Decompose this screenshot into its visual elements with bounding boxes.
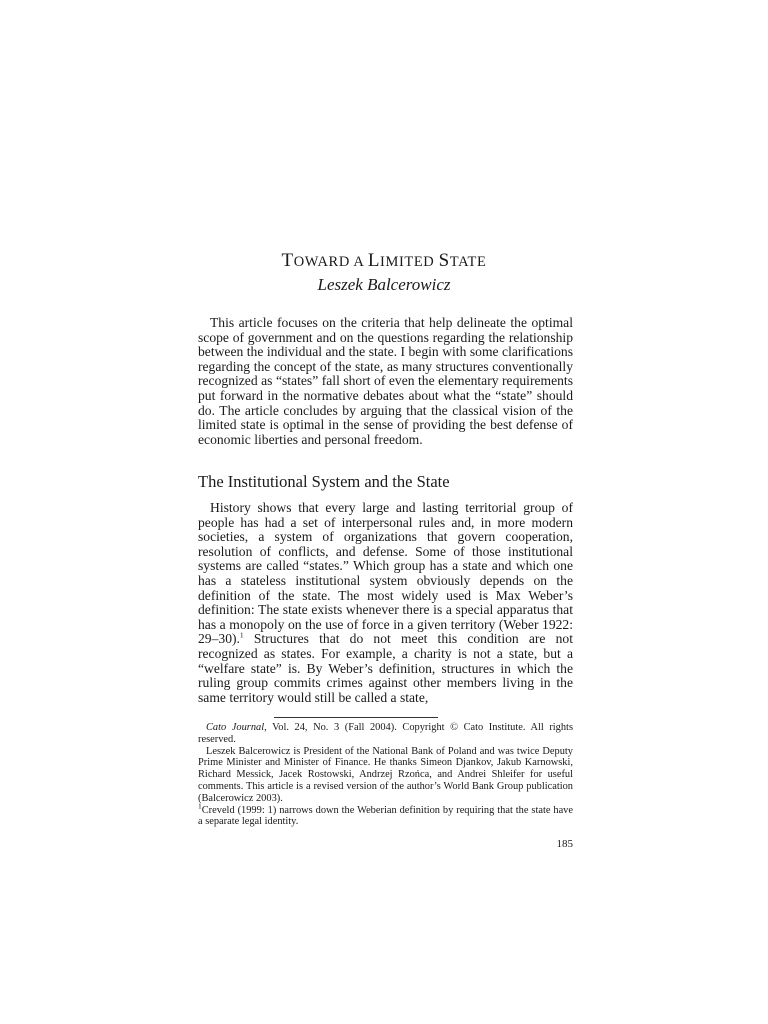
title-smallcaps: TATE <box>449 254 487 270</box>
body-text-part-2: Structures that do not meet this condition are not recognized as states. For example, a charity is not a state, but a “welfare state” is. By Weber’s definition, structures in which the ruling group commits crimes against other members living in the same territory would still be called a state, <box>198 631 573 705</box>
article-title <box>0 250 768 273</box>
footnote-1-text: Creveld (1999: 1) narrows down the Weberian definition by requiring that the state have a separate legal identity. <box>198 804 573 828</box>
footnotes <box>198 722 573 828</box>
footnote-marker: 1 <box>198 801 202 811</box>
title-word-1 <box>282 250 368 271</box>
footnote-1 <box>198 801 573 829</box>
section-heading: The Institutional System and the State <box>198 472 450 491</box>
title-smallcaps: IMITED <box>380 254 439 270</box>
title-cap: S <box>438 250 450 271</box>
title-word-2 <box>368 250 439 271</box>
body-paragraph <box>198 501 573 705</box>
title-word-3 <box>439 250 487 271</box>
page-number: 185 <box>556 838 573 850</box>
journal-name: Cato Journal <box>206 722 265 733</box>
footnote-reference[interactable]: 1 <box>239 630 244 640</box>
title-cap: T <box>281 250 294 271</box>
title-cap: L <box>367 250 381 271</box>
journal-citation <box>198 722 573 746</box>
abstract: This article focuses on the criteria that help delineate the optimal scope of government and on the questions regarding the relationship between the individual and the state. I begin with some clarifications regarding the concept of the state, as many structures conventionally recognized as “states” fall short of even the elementary requirements put forward in the normative debates about what the “state” should do. The article concludes by arguing that the classical vision of the limited state is optimal in the sense of providing the best defense of economic liberties and personal freedom. <box>198 315 573 447</box>
article-author: Leszek Balcerowicz <box>317 275 451 294</box>
title-smallcaps: OWARD A <box>293 254 368 270</box>
footnote-divider <box>274 717 438 718</box>
author-note: Leszek Balcerowicz is President of the National Bank of Poland and was twice Deputy Prime Minister and Minister of Finance. He thanks Simeon Djankov, Jakub Karnowski, Richard Messick, Jacek Rostowski, Andrzej Rzońca, and Andrei Shleifer for useful comments. This article is a revised version of the author’s World Bank Group publication (Balcerowicz 2003). <box>198 745 573 804</box>
journal-details: , Vol. 24, No. 3 (Fall 2004). Copyright © Cato Institute. All rights reserved. <box>198 722 573 745</box>
body-text-part-1: History shows that every large and lasting territorial group of people has had a set of interpersonal rules and, in more modern societies, a system of organizations that govern cooperation, resolution of conflicts, and defense. Some of those institutional systems are called “states.” Which group has a state and which one has a stateless institutional system obviously depends on the definition of the state. The most widely used is Max Weber’s definition: The state exists whenever there is a special apparatus that has a monopoly on the use of force in a given territory (Weber 1922: 29–30). <box>198 500 573 647</box>
